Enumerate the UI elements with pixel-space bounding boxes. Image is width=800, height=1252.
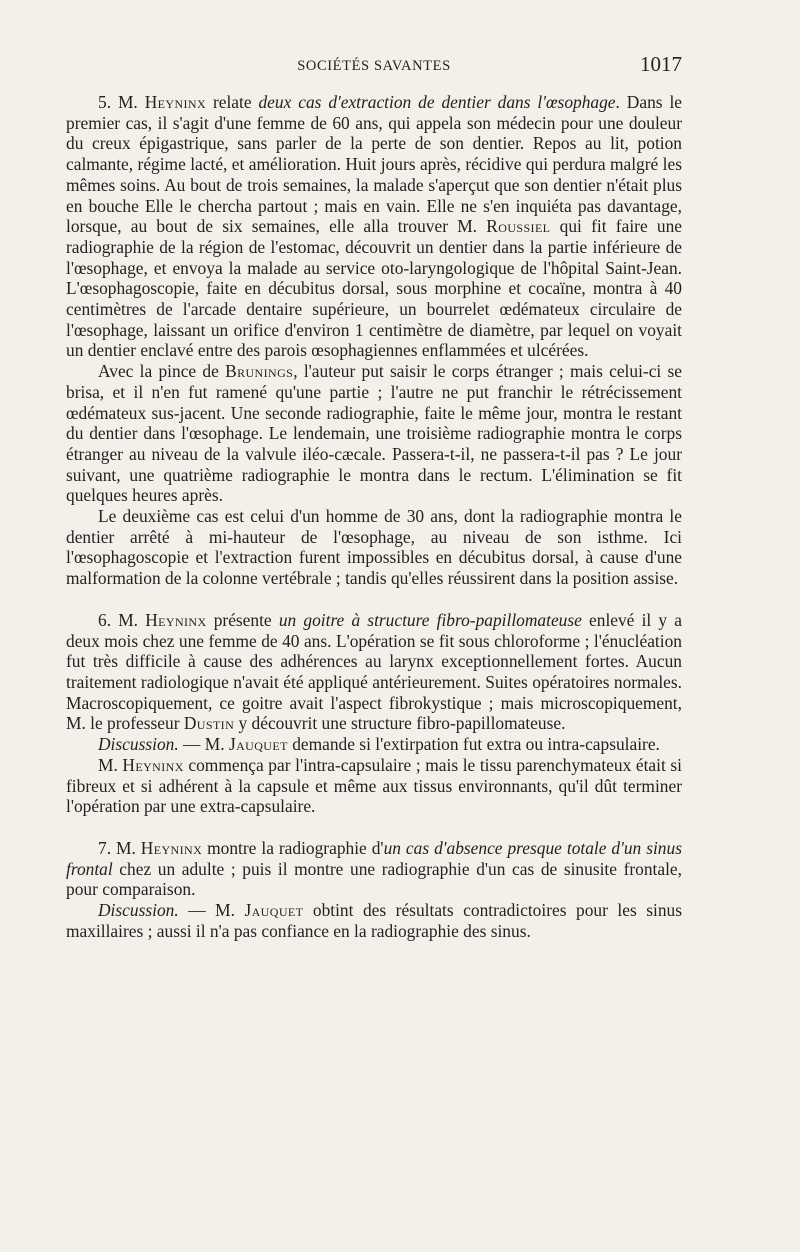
person-name: Roussiel [486, 216, 551, 237]
communication-title: un cas d'absence presque totale d'un sinus frontal [66, 837, 682, 879]
text-run: présente [206, 609, 279, 630]
text-run: enlevé il y a deux mois chez une femme de 40 ans. L'opération se fit sous chloroforme ; l'énucléation fut très difficile à cause des adhérences au larynx exceptionnellement fortes. Aucun traitement radiologique n'avait été appliqué antérieurement. Suites opératoires normales. Macroscopiquement, ce goitre avait l'aspect fibrokystique ; mais microscopiquement, M. le professeur [66, 609, 682, 734]
discussion-label: Discussion. [98, 734, 179, 755]
text-run: — M. [178, 734, 229, 755]
paragraph-5-intro [66, 92, 682, 361]
text-run: chez un adulte ; puis il montre une radiographie d'un cas de sinusite frontale, pour comparaison. [66, 858, 682, 900]
paragraph-7-discussion [66, 900, 682, 941]
text-run: . Dans le premier cas, il s'agit d'une femme de 60 ans, qui appela son médecin pour une douleur du creux épigastrique, sans parler de la perte de son dentier. Repos au lit, potion calmante, régime lacté, et amélioration. Huit jours après, récidive qui perdura malgré les mêmes soins. Au bout de trois semaines, la malade s'aperçut que son dentier n'était plus en bouche Elle le chercha partout ; mais en vain. Elle ne s'en inquiéta pas davantage, lorsque, au bout de six semaines, elle alla trouver M. [66, 92, 682, 237]
text-run: , l'auteur put saisir le corps étranger ; mais celui-ci se brisa, et il n'en fut ramené qu'une partie ; l'autre ne put franchir le rétrécissement œdémateux sus-jacent. Une seconde radiographie, faite le même jour, montra le restant du dentier dans l'œsophage. Le lendemain, une troisième radiographie montra le corps étranger au niveau de la valvule iléo-cæcale. Passera-t-il, ne passera-t-il pas ? Le jour suivant, une quatrième radiographie le montra dans le rectum. L'élimination se fit quelques heures après. [66, 361, 683, 506]
person-name: Dustin [183, 713, 235, 734]
person-name: Brunings [225, 361, 294, 382]
text-run: qui fit faire une radiographie de la région de l'estomac, découvrit un dentier dans la partie inférieure de l'œsophage, et envoya la malade au service oto-laryngologique de l'hôpital Saint-Jean. L'œsophagoscopie, faite en décubitus dorsal, sous morphine et cocaïne, montra à 40 centimètres de l'arcade dentaire supérieure, un bourrelet œdémateux circulaire de l'œsophage, laissant un orifice d'environ 1 centimètre de diamètre, par lequel on voyait un dentier enclavé entre des parois œsophagiennes enflammées et ulcérées. [66, 216, 683, 361]
article-body [66, 92, 682, 941]
paragraph-7-intro [66, 838, 682, 900]
paragraph-5-extraction [66, 361, 682, 506]
person-name: Heyninx [122, 754, 184, 775]
communication-title: un goitre à structure fibro-papillomateuse [278, 609, 582, 630]
text-run: relate [206, 92, 259, 112]
person-name: Jauquet [228, 734, 288, 755]
running-title: SOCIÉTÉS SAVANTES [297, 58, 451, 74]
item-number: 6. M. [98, 609, 146, 630]
person-name: Jauquet [244, 900, 304, 921]
text-run: obtint des résultats contradictoires pour les sinus maxillaires ; aussi il n'a pas confiance en la radiographie des sinus. [66, 900, 682, 941]
communication-title: deux cas d'extraction de dentier dans l'œsophage [258, 92, 616, 112]
item-number: 5. M. [98, 92, 145, 112]
author-name: Heyninx [144, 92, 207, 112]
text-run: — M. [178, 900, 245, 921]
paragraph-6-reply [66, 755, 682, 817]
paragraph-6-intro [66, 610, 682, 734]
text-run: montre la radiographie d' [202, 837, 384, 858]
running-header [66, 52, 682, 82]
author-name: Heyninx [140, 837, 203, 858]
text-run: demande si l'extirpation fut extra ou intra-capsulaire. [287, 734, 660, 755]
text-run: commença par l'intra-capsulaire ; mais le tissu parenchymateux était si fibreux et si adhérent à la capsule et même aux tissus environnants, qu'il dût terminer l'opération par une extra-capsulaire. [66, 754, 682, 817]
text-run: M. [98, 754, 123, 775]
paragraph-6-discussion [66, 734, 682, 755]
text-run: Avec la pince de [98, 361, 226, 382]
text-run: y découvrit une structure fibro-papillomateuse. [234, 713, 566, 734]
item-number: 7. M. [98, 837, 141, 858]
author-name: Heyninx [145, 609, 207, 630]
paragraph-5-second-case: Le deuxième cas est celui d'un homme de 30 ans, dont la radiographie montra le dentier arrêté à mi-hauteur de l'œsophage, au niveau de son isthme. Ici l'œsophagoscopie et l'extraction furent impossibles en décubitus dorsal, à cause d'une malformation de la colonne vertébrale ; tandis qu'elles réussirent dans la position assise. [66, 506, 682, 589]
discussion-label: Discussion. [98, 900, 179, 921]
page-number: 1017 [640, 52, 682, 76]
